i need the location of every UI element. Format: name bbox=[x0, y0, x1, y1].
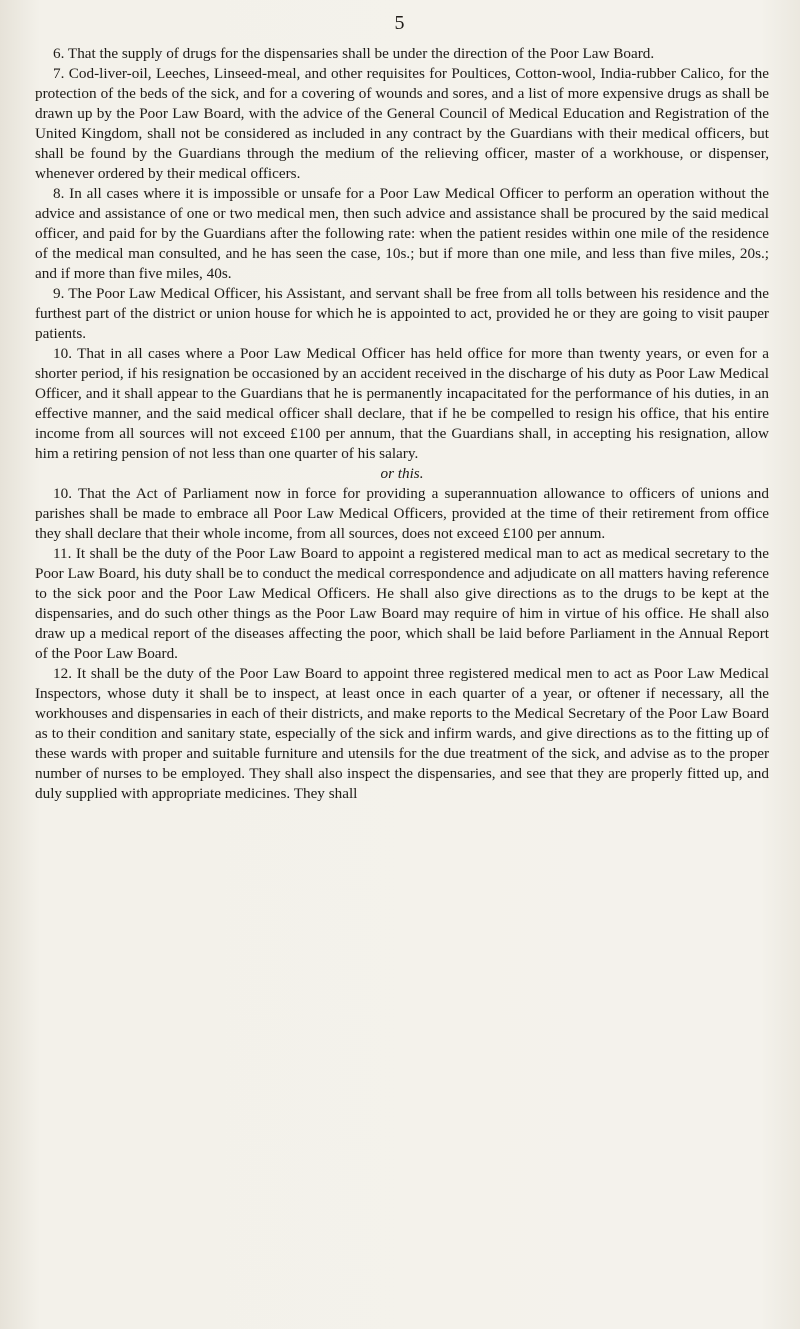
paragraph-7: 7. Cod-liver-oil, Leeches, Linseed-meal, and other requisites for Poultices, Cotton-wool, India-rubber Calico, for the protection of the beds of the sick, and for a covering of wounds and sores, and a list of more expensive drugs as shall be drawn up by the Poor Law Board, with the advice of the General Council of Medical Education and Registration of the United Kingdom, shall not be considered as included in any contract by the Guardians with their medical officers, but shall be found by the Guardians through the medium of the relieving officer, master of a workhouse, or dispenser, whenever ordered by their medical officers. bbox=[35, 65, 769, 182]
or-this-heading: or this. bbox=[380, 465, 424, 482]
paragraph-9: 9. The Poor Law Medical Officer, his Assistant, and servant shall be free from all tolls between his residence and the furthest part of the district or union house for which he is appointed to act, provided he or they are going to visit pauper patients. bbox=[35, 285, 769, 342]
page-number: 5 bbox=[394, 12, 406, 34]
body-text bbox=[35, 44, 769, 804]
paragraph-10-alternative: 10. That the Act of Parliament now in force for providing a superannuation allowance to officers of unions and parishes shall be made to embrace all Poor Law Medical Officers, provided at the time of their retirement from office they shall declare that their whole income, from all sources, does not exceed £100 per annum. bbox=[35, 485, 769, 542]
paragraph-12: 12. It shall be the duty of the Poor Law Board to appoint three registered medical men to act as Poor Law Medical Inspectors, whose duty it shall be to inspect, at least once in each quarter of a year, or oftener if necessary, all the workhouses and dispensaries in each of their districts, and make reports to the Medical Secretary of the Poor Law Board as to their condition and sanitary state, especially of the sick and infirm wards, and give directions as to the fitting up of these wards with proper and suitable furniture and utensils for the due treatment of the sick, and advise as to the proper number of nurses to be employed. They shall also inspect the dispensaries, and see that they are properly fitted up, and duly supplied with appropriate medicines. They shall bbox=[35, 665, 769, 802]
paragraph-10: 10. That in all cases where a Poor Law Medical Officer has held office for more than twenty years, or even for a shorter period, if his resignation be occasioned by an accident received in the discharge of his duty as Poor Law Medical Officer, and it shall appear to the Guardians that he is permanently incapacitated for the performance of his duties, in an effective manner, and the said medical officer shall declare, that if he be compelled to resign his office, that his entire income from all sources will not exceed £100 per annum, that the Guardians shall, in accepting his resignation, allow him a retiring pension of not less than one quarter of his salary. bbox=[35, 345, 769, 462]
paragraph-8: 8. In all cases where it is impossible or unsafe for a Poor Law Medical Officer to perform an operation without the advice and assistance of one or two medical men, then such advice and assistance shall be procured by the said medical officer, and paid for by the Guardians after the following rate: when the patient resides within one mile of the residence of the medical man consulted, and he has seen the case, 10s.; but if more than one mile, and less than five miles, 20s.; and if more than five miles, 40s. bbox=[35, 185, 769, 282]
paragraph-11: 11. It shall be the duty of the Poor Law Board to appoint a registered medical man to act as medical secretary to the Poor Law Board, his duty shall be to conduct the medical correspondence and adjudicate on all matters having reference to the sick poor and the Poor Law Medical Officers. He shall also give directions as to the drugs to be kept at the dispensaries, and do such other things as the Poor Law Board may require of him in virtue of his office. He shall also draw up a medical report of the diseases affecting the poor, which shall be laid before Parliament in the Annual Report of the Poor Law Board. bbox=[35, 545, 769, 662]
paragraph-6: 6. That the supply of drugs for the dispensaries shall be under the direction of the Poor Law Board. bbox=[53, 45, 655, 62]
